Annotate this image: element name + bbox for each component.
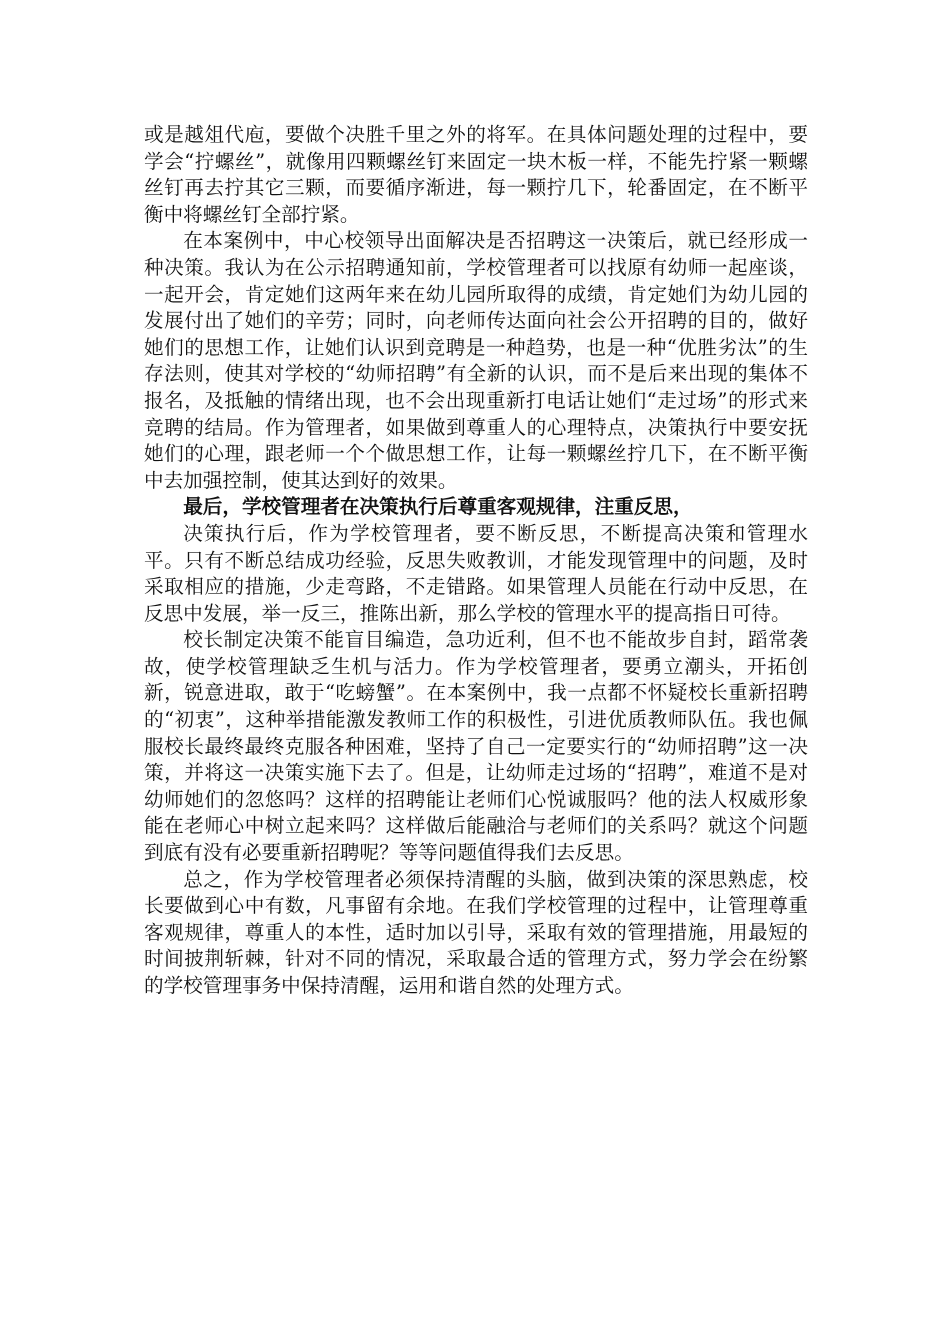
document-body <box>144 122 808 1000</box>
paragraph-reflection: 决策执行后，作为学校管理者，要不断反思，不断提高决策和管理水平。只有不断总结成功经验，反思失败教训，才能发现管理中的问题，及时采取相应的措施，少走弯路，不走错路。如果管理人员能在行动中反思，在反思中发展，举一反三，推陈出新，那么学校的管理水平的提高指日可待。 <box>144 521 808 625</box>
paragraph-case-analysis: 在本案例中，中心校领导出面解决是否招聘这一决策后，就已经形成一种决策。我认为在公示招聘通知前，学校管理者可以找原有幼师一起座谈，一起开会，肯定她们这两年来在幼儿园所取得的成绩，肯定她们为幼儿园的发展付出了她们的辛劳；同时，向老师传达面向社会公开招聘的目的，做好她们的思想工作，让她们认识到竞聘是一种趋势，也是一种“优胜劣汰”的生存法则，使其对学校的“幼师招聘”有全新的认识，而不是后来出现的集体不报名，及抵触的情绪出现，也不会出现重新打电话让她们“走过场”的形式来竞聘的结局。作为管理者，如果做到尊重人的心理特点，决策执行中要安抚她们的心理，跟老师一个个做思想工作，让每一颗螺丝拧几下，在不断平衡中去加强控制，使其达到好的效果。 <box>144 229 808 492</box>
section-heading: 最后，学校管理者在决策执行后尊重客观规律，注重反思， <box>183 495 693 519</box>
paragraph-innovation: 校长制定决策不能盲目编造，急功近利，但不也不能故步自封，蹈常袭故，使学校管理缺乏生机与活力。作为学校管理者，要勇立潮头，开拓创新，锐意进取，敢于“吃螃蟹”。在本案例中，我一点都不怀疑校长重新招聘的“初衷”，这种举措能激发教师工作的积极性，引进优质教师队伍。我也佩服校长最终最终克服各种困难，坚持了自己一定要实行的“幼师招聘”这一决策，并将这一决策实施下去了。但是，让幼师走过场的“招聘”，难道不是对幼师她们的忽悠吗？这样的招聘能让老师们心悦诚服吗？他的法人权威形象能在老师心中树立起来吗？这样做后能融洽与老师们的关系吗？就这个问题到底有没有必要重新招聘呢？等等问题值得我们去反思。 <box>144 628 808 865</box>
paragraph-conclusion: 总之，作为学校管理者必须保持清醒的头脑，做到决策的深思熟虑，校长要做到心中有数，凡事留有余地。在我们学校管理的过程中，让管理尊重客观规律，尊重人的本性，适时加以引导，采取有效的管理措施，用最短的时间披荆斩棘，针对不同的情况，采取最合适的管理方式，努力学会在纷繁的学校管理事务中保持清醒，运用和谐自然的处理方式。 <box>144 867 808 997</box>
paragraph-continuation: 或是越俎代庖，要做个决胜千里之外的将军。在具体问题处理的过程中，要学会“拧螺丝”，就像用四颗螺丝钉来固定一块木板一样，不能先拧紧一颗螺丝钉再去拧其它三颗，而要循序渐进，每一颗拧几下，轮番固定，在不断平衡中将螺丝钉全部拧紧。 <box>144 123 808 226</box>
